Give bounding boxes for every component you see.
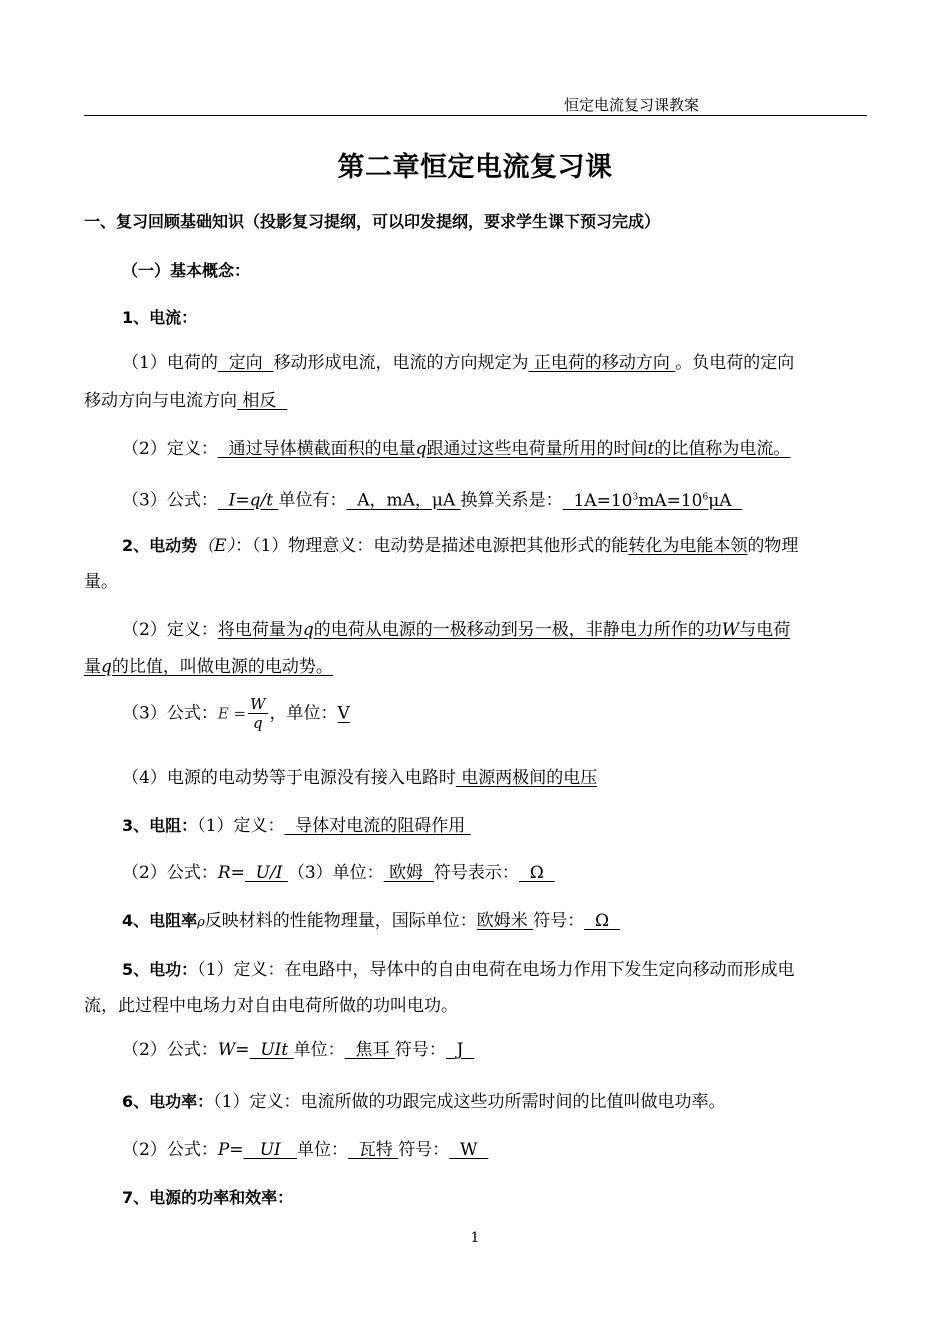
blank-answer: μA — [708, 490, 743, 511]
power-para-1 — [122, 1091, 725, 1113]
text: ，单位： — [269, 703, 338, 724]
blank-answer: V — [337, 703, 350, 724]
text: （2）公式： — [122, 1140, 218, 1160]
blank-answer: 焦耳 — [344, 1040, 395, 1060]
blank-answer: 的电荷从电源的一极移动到另一极，非静电力所作的功 — [313, 620, 722, 640]
text: 符号： — [533, 911, 585, 931]
emf-para-2-cont — [84, 656, 333, 678]
text: （1）定义：在电路中，导体中的自由电荷在电场力作用下发生定向移动而形成电 — [197, 960, 795, 980]
blank-answer: 量 — [84, 657, 101, 677]
work-para-2 — [122, 1039, 474, 1061]
text: 单位： — [293, 1040, 345, 1060]
blank-answer: 与电荷 — [739, 620, 791, 640]
page-number: 1 — [470, 1230, 480, 1246]
blank-answer: 正电荷的移动方向 — [528, 353, 676, 373]
blank-answer: 的比值，叫做电源的电动势。 — [111, 657, 333, 677]
resistivity-heading: 4、电阻率 — [122, 911, 198, 930]
blank-answer: W — [449, 1140, 489, 1160]
section-heading-1: 一、复习回顾基础知识（投影复习提纲，可以印发提纲，要求学生课下预习完成） — [84, 212, 661, 231]
text: 符号表示： — [433, 863, 519, 883]
blank-answer: A，mA，μA — [346, 490, 461, 511]
blank-answer: 瓦特 — [347, 1140, 399, 1160]
text: 单位： — [296, 1140, 348, 1160]
text: （2）公式： — [122, 1040, 218, 1060]
formula-numerator: W — [250, 695, 266, 713]
subsection-heading: （一）基本概念： — [122, 261, 251, 280]
blank-answer: UIt — [249, 1040, 294, 1060]
text: 换算关系是： — [460, 490, 563, 511]
text: （1）电荷的 — [122, 353, 218, 373]
text: （1）定义：电流所做的功跟完成这些功所需时间的比值叫做电功率。 — [213, 1092, 726, 1112]
work-para-1 — [122, 959, 794, 981]
work-heading: 5、电功： — [122, 960, 198, 979]
var-q: q — [101, 657, 112, 677]
emf-para-1-cont: 量。 — [84, 572, 118, 592]
blank-answer: 电源两极间的电压 — [455, 768, 598, 788]
blank-answer: 欧姆米 — [476, 911, 534, 931]
blank-answer: 将电荷量为 — [217, 620, 303, 640]
text: （3）公式： — [122, 703, 218, 724]
var-q: q — [415, 439, 427, 459]
rho-symbol: ρ — [197, 915, 205, 930]
text: 移动形成电流，电流的方向规定为 — [273, 353, 529, 373]
current-para-3 — [122, 486, 742, 512]
current-para-1-cont — [84, 390, 287, 412]
text: 移动方向与电流方向 — [84, 391, 237, 411]
emf-symbol: （E） — [197, 536, 236, 556]
emf-para-3 — [122, 693, 350, 734]
exponent: 3 — [632, 492, 639, 502]
blank-answer: 转化为电能本领 — [628, 536, 748, 556]
resistance-para-1 — [122, 815, 471, 837]
blank-answer: U/I — [244, 863, 288, 883]
blank-answer: 导体对电流的阻碍作用 — [284, 816, 471, 836]
blank-answer: 通过导体横截面积的电量 — [217, 439, 416, 459]
blank-answer: 相反 — [237, 391, 288, 411]
text: （2）定义： — [122, 439, 218, 459]
var-P: P= — [217, 1140, 244, 1160]
blank-answer: 欧姆 — [383, 863, 434, 883]
blank-answer: Ω — [584, 911, 620, 931]
emf-formula — [248, 695, 267, 732]
current-para-1 — [122, 352, 794, 374]
emf-heading: 2、电动势 — [122, 536, 198, 555]
resistance-para-2 — [122, 862, 555, 884]
blank-answer: UI — [243, 1140, 297, 1160]
work-para-1-cont: 流，此过程中电场力对自由电荷所做的功叫电功。 — [84, 996, 458, 1016]
blank-answer: 定向 — [217, 353, 274, 373]
resistivity-para — [122, 910, 620, 934]
var-q: q — [302, 620, 314, 640]
power-heading: 6、电功率： — [122, 1092, 214, 1111]
blank-answer: Ω — [518, 863, 555, 883]
text: 单位有： — [278, 490, 347, 511]
blank-answer: 跟通过这些电荷量所用的时间 — [426, 439, 648, 459]
text: ：（1）物理意义：电动势是描述电源把其他形式的能 — [235, 536, 629, 556]
source-heading: 7、电源的功率和效率： — [122, 1188, 294, 1207]
text: 的物理 — [747, 536, 799, 556]
text: 符号： — [394, 1040, 446, 1060]
var-R: R= — [217, 863, 245, 883]
document-title: 第二章恒定电流复习课 — [337, 152, 613, 183]
blank-answer: I=q/t — [217, 490, 279, 511]
text: 。负电荷的定向 — [675, 353, 795, 373]
resistance-heading: 3、电阻： — [122, 816, 198, 835]
emf-para-1 — [122, 535, 798, 557]
current-para-2 — [122, 438, 790, 460]
text: （1）定义： — [197, 816, 285, 836]
power-para-2 — [122, 1139, 488, 1161]
current-heading: 1、电流： — [122, 308, 198, 327]
var-W: W= — [217, 1040, 250, 1060]
text: 符号： — [398, 1140, 450, 1160]
blank-answer: 的比值称为电流。 — [654, 439, 791, 459]
blank-answer: J — [445, 1040, 475, 1060]
var-t: t — [647, 439, 655, 459]
text: （2）定义： — [122, 620, 218, 640]
var-W: W — [721, 620, 740, 640]
header-text: 恒定电流复习课教案 — [563, 96, 699, 114]
blank-answer: mA=10 — [638, 490, 703, 511]
text: （4）电源的电动势等于电源没有接入电路时 — [122, 768, 456, 788]
text: （2）公式： — [122, 863, 218, 883]
text: （3）单位： — [287, 863, 384, 883]
blank-answer: 1A=10 — [562, 490, 633, 511]
emf-para-4 — [122, 767, 597, 789]
emf-para-2 — [122, 619, 790, 641]
text: 反映材料的性能物理量，国际单位： — [204, 911, 477, 931]
exponent: 6 — [702, 492, 709, 502]
formula-lhs: E = — [217, 704, 247, 723]
text: （3）公式： — [122, 490, 218, 511]
page-header — [84, 96, 867, 116]
formula-denominator: q — [253, 714, 263, 732]
